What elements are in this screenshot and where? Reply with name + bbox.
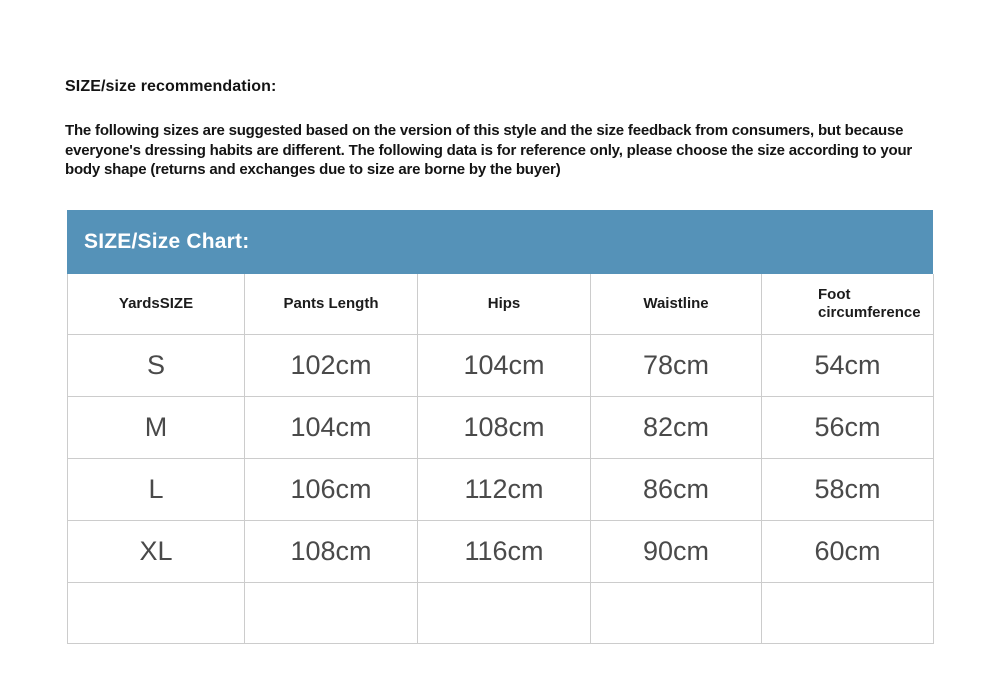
pants-length-value [245, 583, 418, 644]
waistline-value [591, 583, 762, 644]
table-row-s [68, 335, 934, 397]
column-header-waistline: Waistline [591, 274, 762, 335]
table-row-empty [68, 583, 934, 644]
size-label: XL [68, 521, 245, 583]
table-row-l [68, 459, 934, 521]
size-label: S [68, 335, 245, 397]
size-label [68, 583, 245, 644]
table-row-xl [68, 521, 934, 583]
hips-value: 104cm [418, 335, 591, 397]
size-recommendation-heading: SIZE/size recommendation: [65, 78, 277, 95]
pants-length-value: 108cm [245, 521, 418, 583]
hips-value: 108cm [418, 397, 591, 459]
size-chart-table [67, 274, 934, 645]
size-recommendation-paragraph: The following sizes are suggested based on the version of this style and the size feedback from consumers, but because everyone's dressing habits are different. The following data is for reference only, please choose the size according to your body shape (returns and exchanges due to size are borne by the buyer) [65, 122, 913, 178]
pants-length-value: 102cm [245, 335, 418, 397]
column-header-foot-circumference: Foot circumference [762, 274, 934, 335]
waistline-value: 90cm [591, 521, 762, 583]
column-header-hips: Hips [418, 274, 591, 335]
table-row-m [68, 397, 934, 459]
foot-circumference-value: 60cm [762, 521, 934, 583]
hips-value [418, 583, 591, 644]
size-chart-banner [67, 210, 933, 274]
waistline-value: 78cm [591, 335, 762, 397]
foot-circumference-value [762, 583, 934, 644]
waistline-value: 86cm [591, 459, 762, 521]
column-header-size: YardsSIZE [68, 274, 245, 335]
hips-value: 116cm [418, 521, 591, 583]
size-chart-title: SIZE/Size Chart: [84, 229, 250, 253]
size-recommendation-page [0, 78, 1000, 674]
pants-length-value: 106cm [245, 459, 418, 521]
size-label: M [68, 397, 245, 459]
foot-circumference-value: 54cm [762, 335, 934, 397]
table-header-row [68, 274, 934, 335]
column-header-pants-length: Pants Length [245, 274, 418, 335]
waistline-value: 82cm [591, 397, 762, 459]
size-label: L [68, 459, 245, 521]
hips-value: 112cm [418, 459, 591, 521]
pants-length-value: 104cm [245, 397, 418, 459]
foot-circumference-value: 56cm [762, 397, 934, 459]
foot-circumference-value: 58cm [762, 459, 934, 521]
